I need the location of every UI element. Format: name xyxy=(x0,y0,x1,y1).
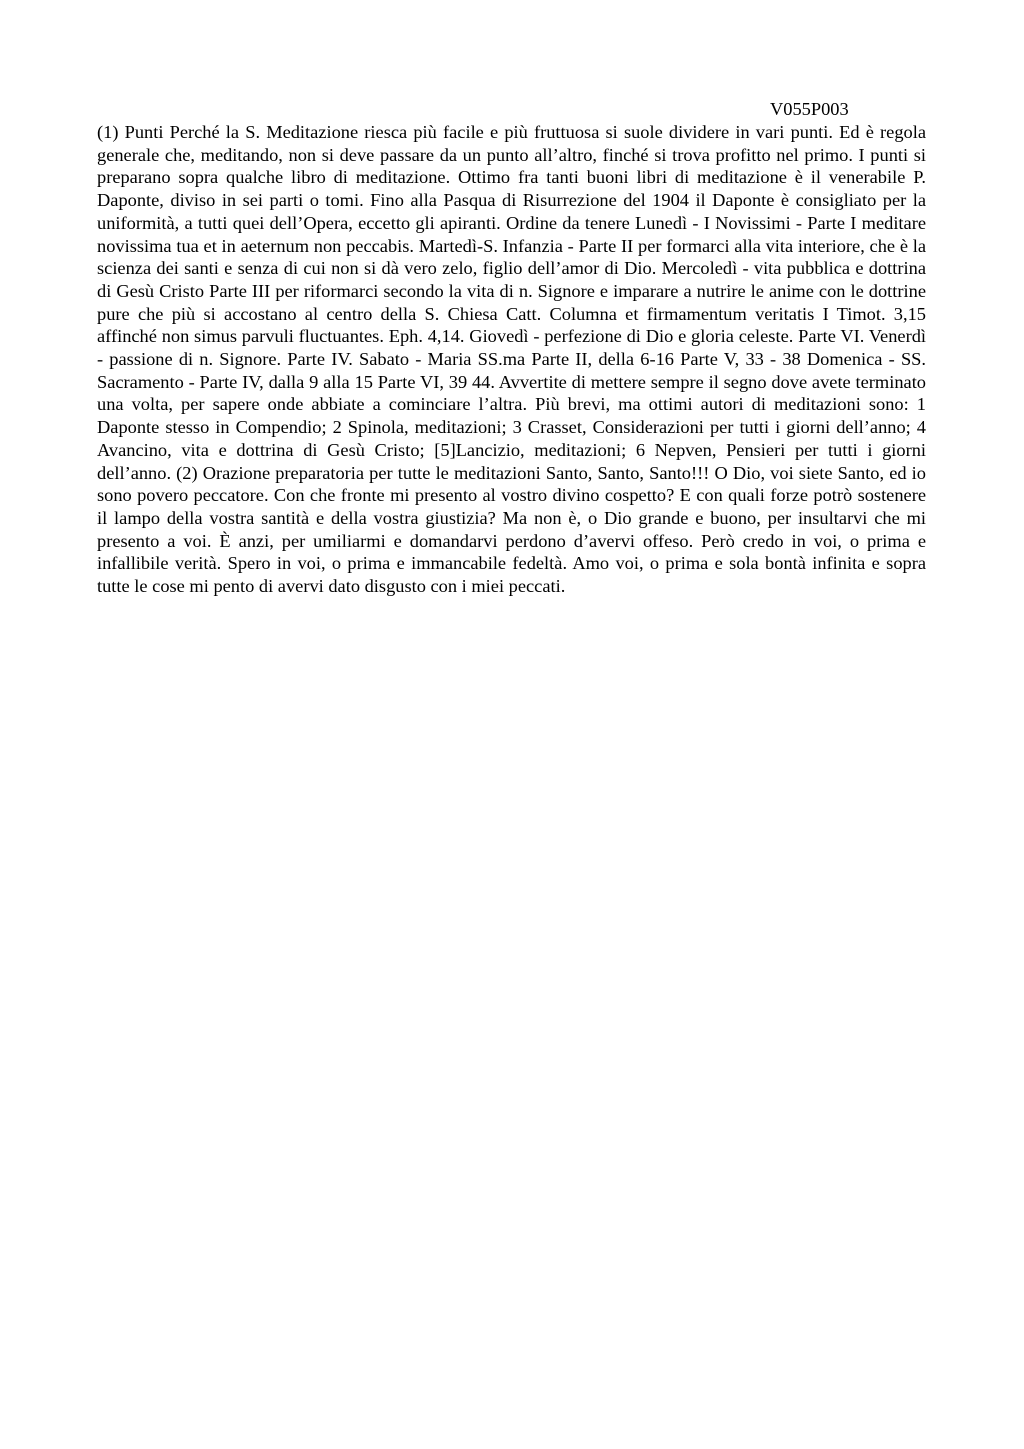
body-paragraph: (1) Punti Perché la S. Meditazione riesca più facile e più fruttuosa si suole dividere in vari punti. Ed è regola generale che, meditando, non si deve passare da un punto all’altro, finché si trova profitto nel primo. I punti si preparano sopra qualche libro di meditazione. Ottimo fra tanti buoni libri di meditazione è il venerabile P. Daponte, diviso in sei parti o tomi. Fino alla Pasqua di Risurrezione del 1904 il Daponte è consigliato per la uniformità, a tutti quei dell’Opera, eccetto gli apiranti. Ordine da tenere Lunedì - I Novissimi - Parte I meditare novissima tua et in aeternum non peccabis. Martedì-S. Infanzia - Parte II per formarci alla vita interiore, che è la scienza dei santi e senza di cui non si dà vero zelo, figlio dell’amor di Dio. Mercoledì - vita pubblica e dottrina di Gesù Cristo Parte III per riformarci secondo la vita di n. Signore e imparare a nutrire le anime con le dottrine pure che più si accostano al centro della S. Chiesa Catt. Columna et firmamentum veritatis I Timot. 3,15 affinché non simus parvuli fluctuantes. Eph. 4,14. Giovedì - perfezione di Dio e gloria celeste. Parte VI. Venerdì - passione di n. Signore. Parte IV. Sabato - Maria SS.ma Parte II, della 6-16 Parte V, 33 - 38 Domenica - SS. Sacramento - Parte IV, dalla 9 alla 15 Parte VI, 39 44. Avvertite di mettere sempre il segno dove avete terminato una volta, per sapere onde abbiate a cominciare l’altra. Più brevi, ma ottimi autori di meditazioni sono: 1 Daponte stesso in Compendio; 2 Spinola, meditazioni; 3 Crasset, Considerazioni per tutti i giorni dell’anno; 4 Avancino, vita e dottrina di Gesù Cristo; [5]Lancizio, meditazioni; 6 Nepven, Pensieri per tutti i giorni dell’anno. (2) Orazione preparatoria per tutte le meditazioni Santo, Santo, Santo!!! O Dio, voi siete Santo, ed io sono povero peccatore. Con che fronte mi presento al vostro divino cospetto? E con quali forze potrò sostenere il lampo della vostra santità e della vostra giustizia? Ma non è, o Dio grande e buono, per insultarvi che mi presento a voi. È anzi, per umiliarmi e domandarvi perdono d’avervi offeso. Però credo in voi, o prima e infallibile verità. Spero in voi, o prima e immancabile fedeltà. Amo voi, o prima e sola bontà infinita e sopra tutte le cose mi pento di avervi dato disgusto con i miei peccati. xyxy=(97,122,926,597)
page-identifier: V055P003 xyxy=(770,99,849,119)
